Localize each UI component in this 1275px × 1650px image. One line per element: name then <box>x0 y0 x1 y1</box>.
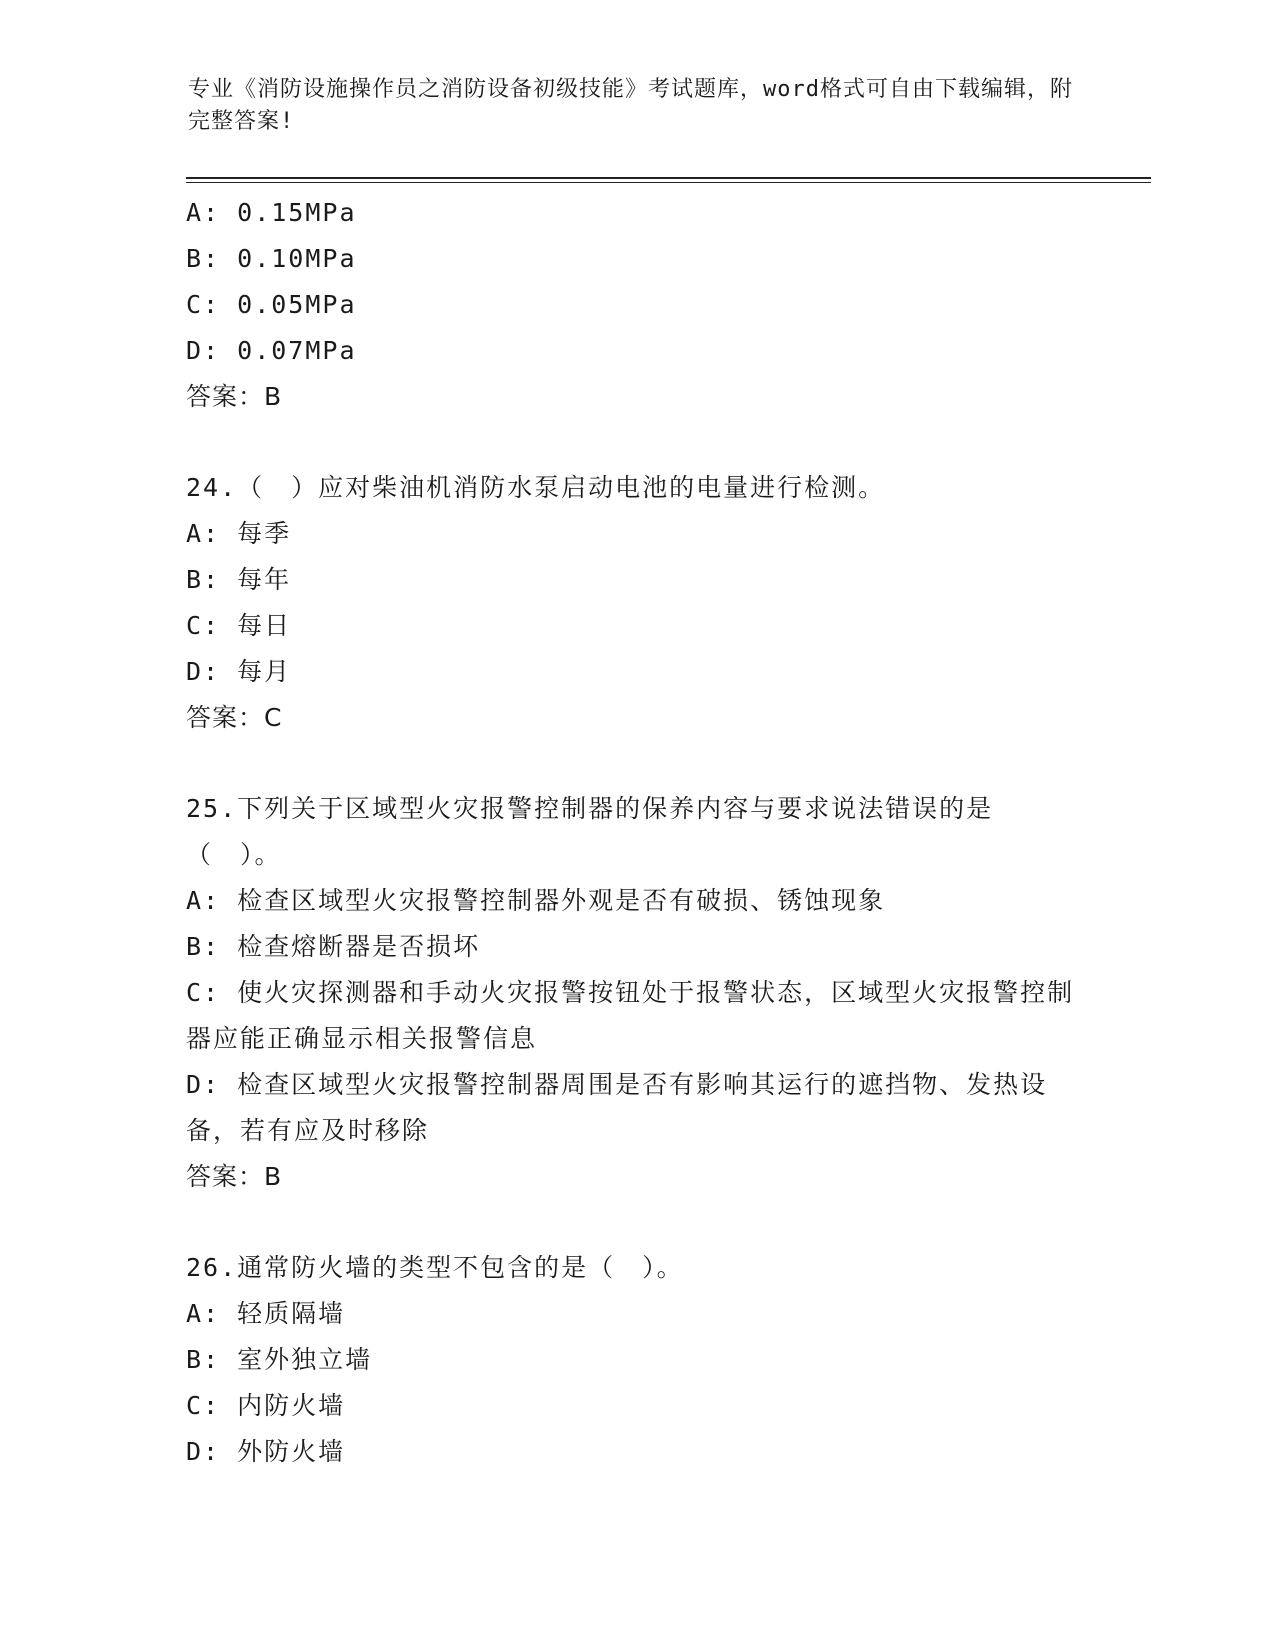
option-d: D: 外防火墙 <box>186 1437 346 1466</box>
question-stem: 24.（ ）应对柴油机消防水泵启动电池的电量进行检测。 <box>186 473 886 502</box>
option-a: A: 0.15MPa <box>186 198 357 227</box>
option-a: A: 检查区域型火灾报警控制器外观是否有破损、锈蚀现象 <box>186 886 886 915</box>
option-c: C: 内防火墙 <box>186 1391 346 1420</box>
question-list <box>186 190 1086 1475</box>
question-26 <box>186 1245 1086 1475</box>
answer: 答案：B <box>186 1162 283 1191</box>
question-25 <box>186 786 1086 1200</box>
answer: 答案：B <box>186 382 283 411</box>
option-c: C: 0.05MPa <box>186 290 357 319</box>
question-23-continued <box>186 190 1086 420</box>
question-stem: 26.通常防火墙的类型不包含的是（ ）。 <box>186 1253 684 1282</box>
option-a: A: 每季 <box>186 519 292 548</box>
question-stem: 25.下列关于区域型火灾报警控制器的保养内容与要求说法错误的是（ ）。 <box>186 794 994 869</box>
document-header: 专业《消防设施操作员之消防设备初级技能》考试题库，word格式可自由下载编辑，附完整答案! <box>188 77 1073 134</box>
option-b: B: 每年 <box>186 565 292 594</box>
option-b: B: 室外独立墙 <box>186 1345 373 1374</box>
header-divider-thin <box>186 182 1151 183</box>
answer: 答案：C <box>186 703 283 732</box>
option-d: D: 每月 <box>186 657 292 686</box>
header-divider-thick <box>186 177 1151 179</box>
question-24 <box>186 465 1086 741</box>
option-b: B: 0.10MPa <box>186 244 357 273</box>
option-b: B: 检查熔断器是否损坏 <box>186 932 481 961</box>
option-d: D: 0.07MPa <box>186 336 357 365</box>
option-c: C: 每日 <box>186 611 292 640</box>
option-a: A: 轻质隔墙 <box>186 1299 346 1328</box>
option-d: D: 检查区域型火灾报警控制器周围是否有影响其运行的遮挡物、发热设备，若有应及时移除 <box>186 1070 1048 1145</box>
option-c: C: 使火灾探测器和手动火灾报警按钮处于报警状态，区域型火灾报警控制器应能正确显示相关报警信息 <box>186 978 1075 1053</box>
